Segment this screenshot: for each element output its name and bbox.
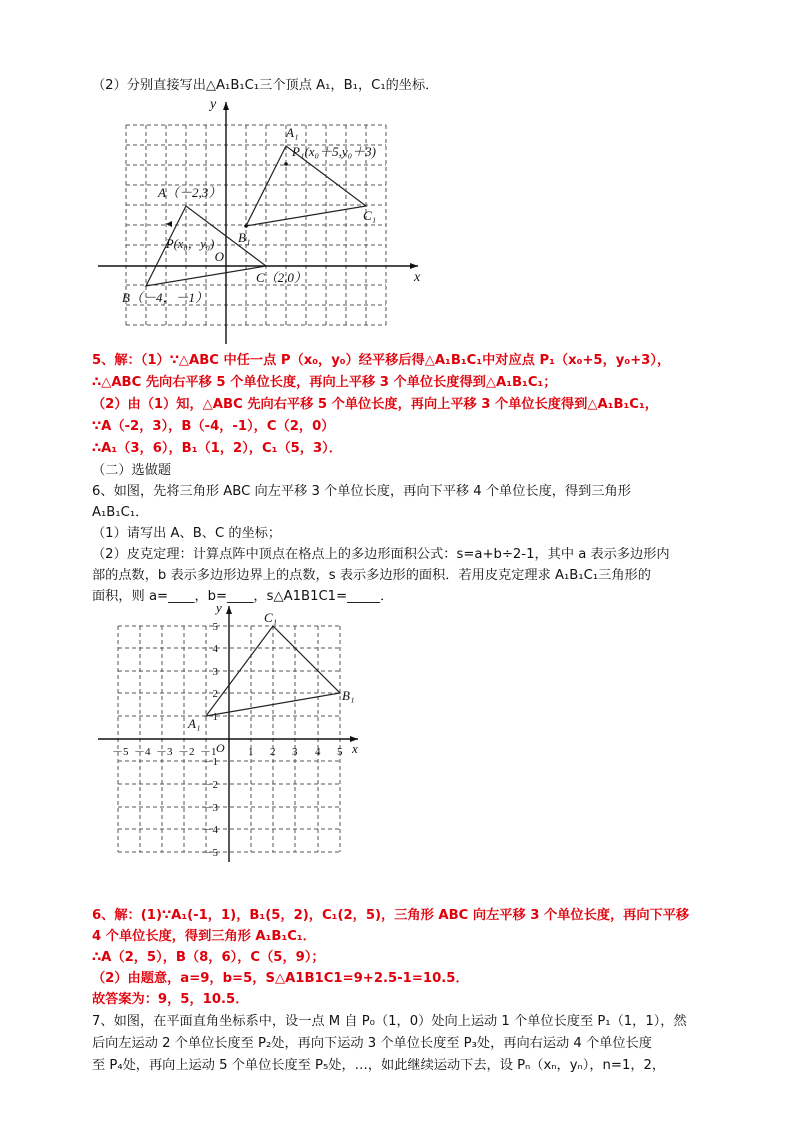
q6-text-line-3: （1）请写出 A、B、C 的坐标； xyxy=(92,526,282,541)
q6-text-line-1: 6、如图，先将三角形 ABC 向左平移 3 个单位长度，再向下平移 4 个单位长度，得到三角形 xyxy=(92,484,631,499)
x-tick-label: －1 xyxy=(200,746,217,758)
y-tick-label: －3 xyxy=(201,802,218,814)
fig2-label-c1: C₁ xyxy=(264,610,278,625)
q5-solution-line-3: （2）由（1）知，△ABC 先向右平移 5 个单位长度，再向上平移 3 个单位长度得到△A₁B₁C₁， xyxy=(92,397,658,412)
y-tick-label: －4 xyxy=(201,824,218,836)
q5-part2-text: （2）分别直接写出△A₁B₁C₁三个顶点 A₁，B₁，C₁的坐标． xyxy=(92,78,439,93)
q6-text-line-5: 部的点数，b 表示多边形边界上的点数，s 表示多边形的面积．若用皮克定理求 A₁B₁C₁三角形的 xyxy=(92,568,651,583)
fig2-y-label: y xyxy=(216,600,222,615)
q6-solution-line-1: 6、解：(1)∵A₁(-1，1)，B₁(5，2)，C₁(2，5)，三角形 ABC 向左平移 3 个单位长度，再向下平移 xyxy=(92,908,690,923)
fig2-label-b1: B₁ xyxy=(342,688,355,703)
fig1-x-arrow-icon xyxy=(410,263,418,269)
q7-text-line-2: 后向左运动 2 个单位长度至 P₂处，再向下运动 3 个单位长度至 P₃处，再向右运动 4 个单位长度 xyxy=(92,1036,652,1051)
y-tick-label: 1 xyxy=(212,711,218,723)
x-tick-label: 2 xyxy=(270,746,276,758)
y-tick-label: 4 xyxy=(212,643,218,655)
fig2-label-a1: A₁ xyxy=(188,716,201,731)
fig1-point-p1 xyxy=(284,162,288,166)
fig1-x-label: x xyxy=(414,270,421,285)
x-tick-label: 1 xyxy=(248,746,254,758)
fig1-point-b1 xyxy=(244,224,248,228)
fig1-label-c: C（2,0） xyxy=(256,270,307,285)
q6-text-line-2: A₁B₁C₁． xyxy=(92,505,149,520)
q6-solution-line-4: （2）由题意，a=9，b=5，S△A1B1C1=9+2.5-1=10.5． xyxy=(92,971,469,986)
q7-text-line-1: 7、如图，在平面直角坐标系中，设一点 M 自 P₀（1，0）处向上运动 1 个单位长度至 P₁（1，1），然 xyxy=(92,1014,687,1029)
x-tick-label: －2 xyxy=(178,746,195,758)
figure-pick-theorem xyxy=(92,600,372,865)
fig1-label-c1: C₁ xyxy=(363,208,377,223)
q7-text-line-3: 至 P₄处，再向上运动 5 个单位长度至 P₅处，…，如此继续运动下去，设 Pₙ（xₙ，yₙ），n=1，2， xyxy=(92,1058,666,1073)
fig2-origin-label: O xyxy=(216,741,225,755)
x-tick-label: 4 xyxy=(315,746,321,758)
y-tick-label: －1 xyxy=(201,756,218,768)
section-optional-heading: （二）选做题 xyxy=(92,463,172,478)
q5-solution-line-4: ∵A（-2，3），B（-4，-1），C（2，0） xyxy=(92,419,335,434)
fig1-label-p: P(x₀，y₀) xyxy=(166,237,215,251)
y-tick-label: －2 xyxy=(201,779,218,791)
fig1-label-a: A（－2,3） xyxy=(158,185,222,200)
q6-solution-line-2: 4 个单位长度，得到三角形 A₁B₁C₁． xyxy=(92,929,316,944)
x-tick-label: 3 xyxy=(292,746,298,758)
x-tick-label: －5 xyxy=(112,746,129,758)
fig1-label-p1: P₁(x₀＋5,y₀＋3) xyxy=(292,144,376,159)
y-tick-label: 5 xyxy=(212,621,218,633)
fig1-origin-label: O xyxy=(214,249,224,264)
fig1-label-b: B（－4，－1） xyxy=(122,290,208,305)
fig2-x-label: x xyxy=(352,741,358,756)
fig1-label-a1: A₁ xyxy=(286,125,299,140)
y-tick-label: 3 xyxy=(212,666,218,678)
q5-solution-line-1: 5、解：（1）∵△ABC 中任一点 P（x₀，y₀）经平移后得△A₁B₁C₁中对应点 P₁（x₀+5，y₀+3）， xyxy=(92,353,671,368)
q6-solution-line-3: ∴A（2，5），B（8，6），C（5，9）； xyxy=(92,950,325,965)
fig1-y-label: y xyxy=(210,97,217,112)
fig2-y-arrow-icon xyxy=(226,606,232,614)
q6-answer-line: 故答案为：9，5，10.5． xyxy=(92,992,249,1007)
fig2-y-ticks xyxy=(202,621,219,859)
x-tick-label: －4 xyxy=(134,746,151,758)
x-tick-label: －3 xyxy=(156,746,173,758)
q5-solution-line-2: ∴△ABC 先向右平移 5 个单位长度，再向上平移 3 个单位长度得到△A₁B₁C₁； xyxy=(92,375,557,390)
y-tick-label: －5 xyxy=(201,847,218,859)
y-tick-label: 2 xyxy=(212,688,218,700)
fig1-label-b1: B₁ xyxy=(238,230,251,245)
q6-text-line-4: （2）皮克定理：计算点阵中顶点在格点上的多边形面积公式：s=a+b÷2-1，其中 a 表示多边形内 xyxy=(92,547,670,562)
fig1-point-p-arrow-icon xyxy=(166,221,172,227)
figure-translation-abc xyxy=(92,96,437,348)
fig2-x-ticks xyxy=(112,746,343,758)
q5-solution-line-5: ∴A₁（3，6），B₁（1，2），C₁（5，3）． xyxy=(92,441,342,456)
fig1-y-arrow-icon xyxy=(223,102,229,110)
x-tick-label: 5 xyxy=(337,746,343,758)
q6-text-line-6: 面积，则 a=____，b=____，s△A1B1C1=_____． xyxy=(92,589,394,604)
